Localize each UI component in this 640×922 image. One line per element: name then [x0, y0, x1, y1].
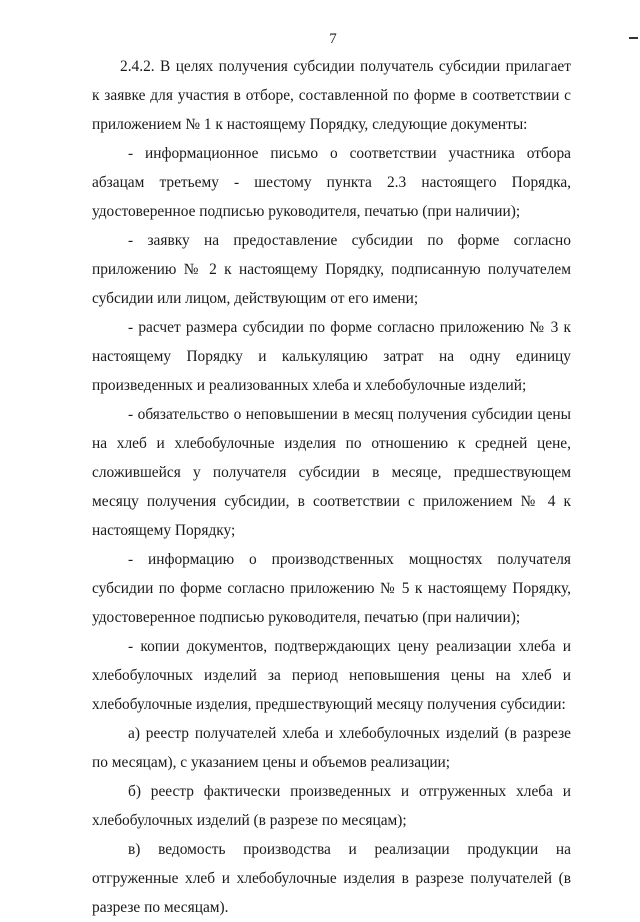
list-item-application: - заявку на предоставление субсидии по форме согласно приложению № 2 к настоящему Порядку, подписанную получателем субсидии или лицом, действующим от его имени;: [92, 232, 571, 307]
sub-item-a: а) реестр получателей хлеба и хлебобулочных изделий (в разрезе по месяцам), с указанием цены и объемов реализации;: [92, 725, 571, 771]
paragraph-2-4-2: 2.4.2. В целях получения субсидии получатель субсидии прилагает к заявке для участия в отборе, составленной по форме в соответствии с приложением № 1 к настоящему Порядку, следующие документы:: [92, 58, 571, 133]
list-item-document-copies: - копии документов, подтверждающих цену реализации хлеба и хлебобулочных изделий за период неповышения цены на хлеб и хлебобулочные изделия, предшествующий месяцу получения субсидии:: [92, 638, 571, 713]
page-number: 7: [329, 31, 337, 47]
sub-item-c: в) ведомость производства и реализации продукции на отгруженные хлеб и хлебобулочные изделия в разрезе получателей (в разрезе по месяцам).: [92, 841, 571, 916]
sub-item-b: б) реестр фактически произведенных и отгруженных хлеба и хлебобулочных изделий (в разрезе по месяцам);: [92, 783, 571, 829]
list-item-info-letter: - информационное письмо о соответствии участника отбора абзацам третьему - шестому пункта 2.3 настоящего Порядка, удостоверенное подписью руководителя, печатью (при наличии);: [92, 145, 571, 220]
edge-mark: [629, 37, 638, 39]
page-body: [92, 52, 571, 922]
list-item-price-obligation: - обязательство о неповышении в месяц получения субсидии цены на хлеб и хлебобулочные изделия по отношению к средней цене, сложившейся у получателя субсидии в месяце, предшествующем месяцу получения субсидии, в соответствии с приложением № 4 к настоящему Порядку;: [92, 406, 571, 539]
list-item-subsidy-calculation: - расчет размера субсидии по форме согласно приложению № 3 к настоящему Порядку и калькуляцию затрат на одну единицу произведенных и реализованных хлеба и хлебобулочные изделий;: [92, 319, 571, 394]
list-item-capacity-info: - информацию о производственных мощностях получателя субсидии по форме согласно приложению № 5 к настоящему Порядку, удостоверенное подписью руководителя, печатью (при наличии);: [92, 551, 571, 626]
